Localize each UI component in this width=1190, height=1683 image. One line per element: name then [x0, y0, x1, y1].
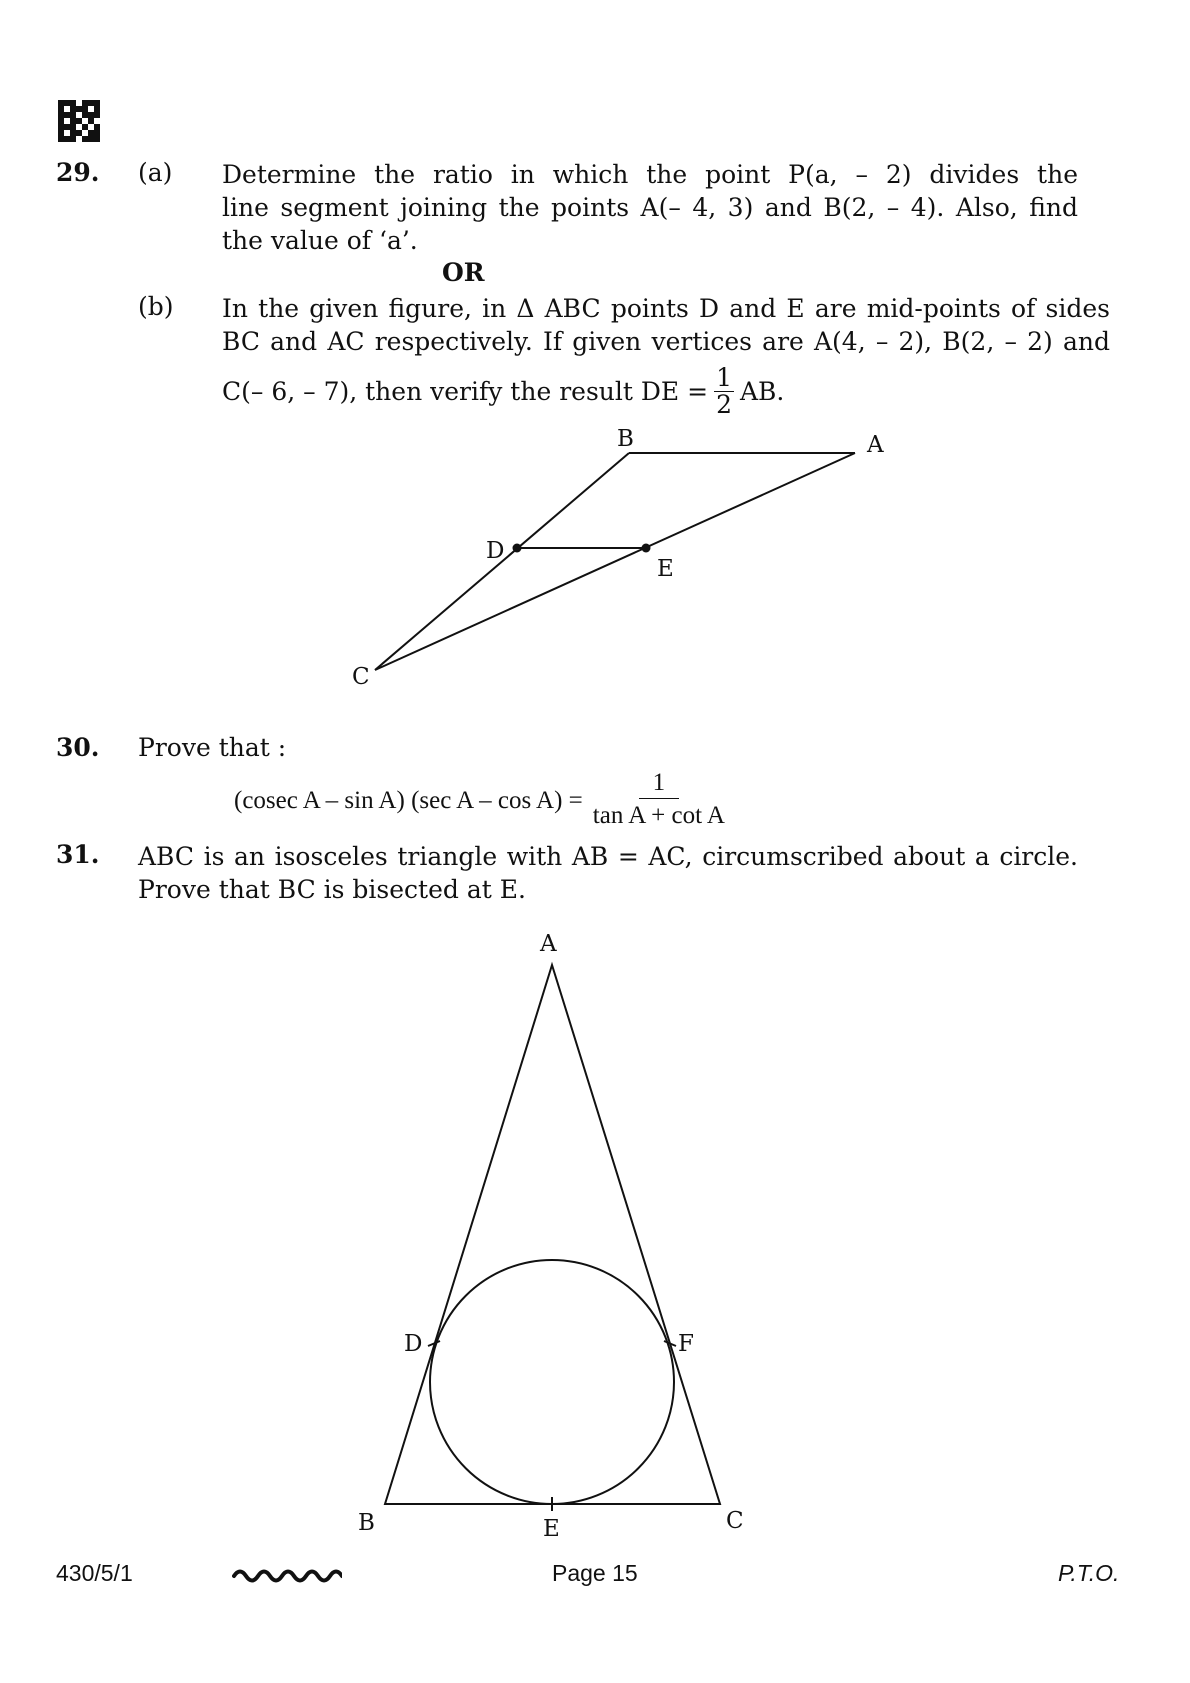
question-31-text [138, 840, 1078, 906]
text-line: line segment joining the points A(– 4, 3) and B(2, – 4). Also, find [222, 193, 1078, 222]
text-line: Prove that BC is bisected at E. [138, 875, 526, 904]
question-number-31: 31. [56, 840, 100, 869]
label-d: D [486, 538, 505, 564]
wave-ornament-icon [232, 1562, 342, 1590]
question-30-equation [234, 768, 731, 833]
label-f: F [678, 1331, 694, 1357]
fraction-denominator: 2 [716, 390, 732, 419]
fraction-numerator: 1 [716, 363, 732, 392]
paper-code: 430/5/1 [56, 1560, 133, 1586]
text-line: Determine the ratio in which the point P(a, – 2) divides the [222, 160, 1078, 189]
text-line: ABC is an isosceles triangle with AB = AC, circumscribed about a circle. [138, 842, 1078, 871]
text-line-prefix: C(– 6, – 7), then verify the result DE = [222, 377, 709, 406]
label-c: C [726, 1508, 744, 1534]
label-b: B [617, 426, 634, 452]
equation-lhs: (cosec A – sin A) (sec A – cos A) = [234, 786, 583, 814]
label-b: B [358, 1510, 375, 1536]
equation-rhs-fraction [593, 768, 725, 833]
point-d [513, 544, 522, 553]
label-d: D [404, 1331, 423, 1357]
question-30-intro: Prove that : [138, 733, 287, 762]
text-line: In the given figure, in Δ ABC points D and E are mid-points of sides [222, 294, 1110, 323]
please-turn-over: P.T.O. [1058, 1560, 1120, 1586]
part-label-a: (a) [138, 158, 173, 187]
label-e: E [657, 556, 674, 582]
question-number-29: 29. [56, 158, 100, 187]
equation-numerator: 1 [639, 768, 680, 799]
text-line-suffix: AB. [739, 377, 785, 406]
label-e: E [543, 1516, 560, 1540]
label-a: A [867, 432, 884, 458]
point-e [642, 544, 651, 553]
text-line: BC and AC respectively. If given vertices are A(4, – 2), B(2, – 2) and [222, 327, 1110, 356]
label-c: C [352, 664, 370, 690]
text-line: the value of ‘a’. [222, 226, 418, 255]
triangle-abc-midpoints-figure [0, 0, 1190, 720]
equation-denominator: tan A + cot A [592, 802, 725, 829]
isosceles-triangle-incircle-figure [0, 900, 1190, 1540]
page-number: Page 15 [552, 1560, 638, 1586]
or-separator: OR [442, 258, 485, 287]
part-label-b: (b) [138, 292, 174, 321]
label-a: A [540, 931, 557, 957]
question-number-30: 30. [56, 733, 100, 762]
